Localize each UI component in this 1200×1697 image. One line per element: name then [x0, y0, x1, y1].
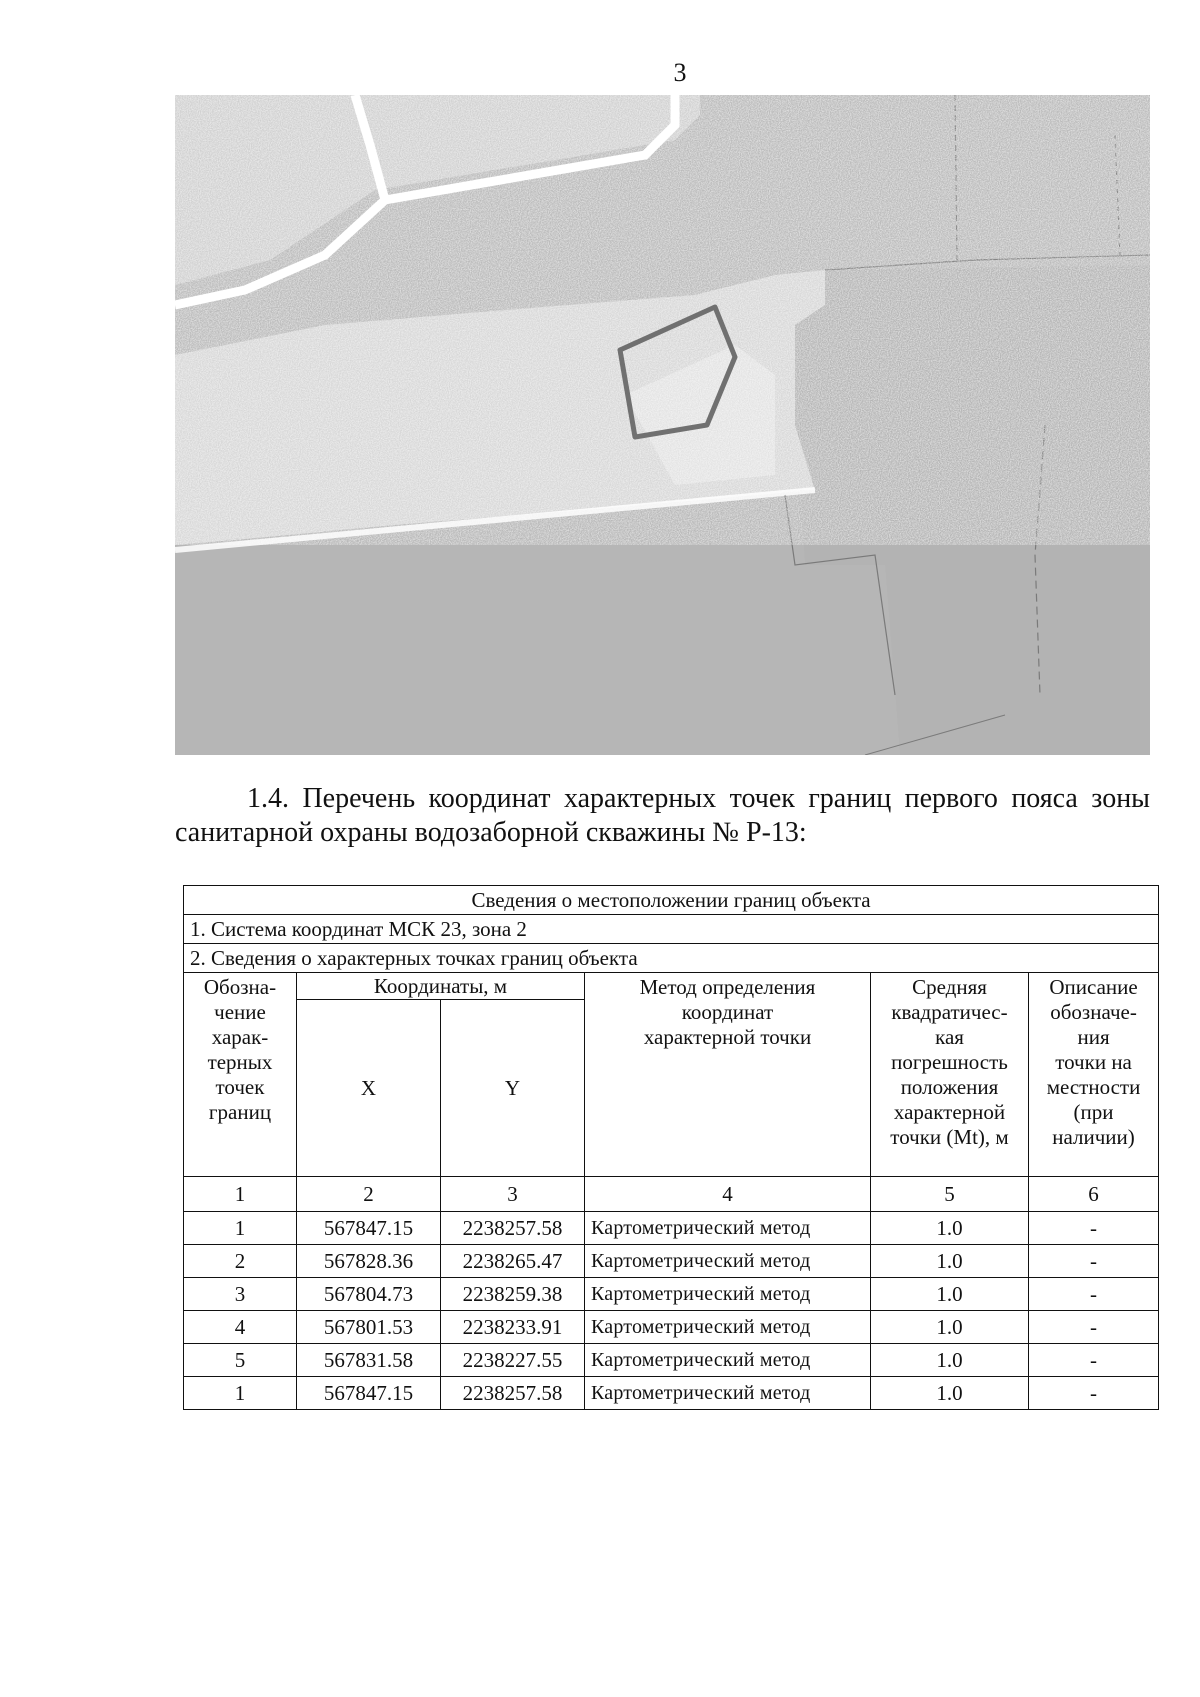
cell-y: 2238257.58: [441, 1377, 585, 1410]
cell-y: 2238233.91: [441, 1311, 585, 1344]
cell-description: -: [1029, 1377, 1159, 1410]
header-coordinates: Координаты, м: [297, 973, 585, 1000]
cell-x: 567828.36: [297, 1245, 441, 1278]
cell-method: Картометрический метод: [585, 1311, 871, 1344]
cell-description: -: [1029, 1245, 1159, 1278]
cell-x: 567847.15: [297, 1212, 441, 1245]
header-description-line: обозначе-: [1050, 1000, 1137, 1024]
cell-method: Картометрический метод: [585, 1245, 871, 1278]
table-row: [184, 1278, 1159, 1311]
header-designation-line: харак-: [211, 1025, 269, 1049]
table-row: [184, 1311, 1159, 1344]
header-x: X: [297, 1000, 441, 1177]
cell-x: 567804.73: [297, 1278, 441, 1311]
header-accuracy: [871, 973, 1029, 1177]
cell-point: 3: [184, 1278, 297, 1311]
header-y: Y: [441, 1000, 585, 1177]
column-number: 2: [297, 1177, 441, 1212]
header-designation-line: точек: [215, 1075, 265, 1099]
column-number: 5: [871, 1177, 1029, 1212]
column-number: 3: [441, 1177, 585, 1212]
column-number: 1: [184, 1177, 297, 1212]
cell-point: 5: [184, 1344, 297, 1377]
header-method-line: Метод определения: [639, 975, 816, 999]
header-accuracy-line: квадратичес-: [891, 1000, 1008, 1024]
header-designation: [184, 973, 297, 1177]
table-row: [184, 1344, 1159, 1377]
cell-x: 567847.15: [297, 1377, 441, 1410]
header-description-line: (при: [1073, 1100, 1114, 1124]
cell-x: 567801.53: [297, 1311, 441, 1344]
cell-description: -: [1029, 1311, 1159, 1344]
header-description: [1029, 973, 1159, 1177]
points-caption: 2. Сведения о характерных точках границ объекта: [184, 944, 1159, 973]
coordinate-system: 1. Система координат МСК 23, зона 2: [184, 915, 1159, 944]
header-method: [585, 973, 871, 1177]
cell-point: 1: [184, 1377, 297, 1410]
header-method-line: характерной точки: [643, 1025, 812, 1049]
header-description-line: Описание: [1049, 975, 1138, 999]
cell-description: -: [1029, 1278, 1159, 1311]
cell-y: 2238259.38: [441, 1278, 585, 1311]
header-description-line: ния: [1077, 1025, 1110, 1049]
column-number: 6: [1029, 1177, 1159, 1212]
coordinates-table-wrap: [183, 885, 1158, 1410]
header-description-line: наличии): [1052, 1125, 1135, 1149]
cell-mt: 1.0: [871, 1245, 1029, 1278]
cell-point: 4: [184, 1311, 297, 1344]
cell-y: 2238257.58: [441, 1212, 585, 1245]
header-accuracy-line: Средняя: [912, 975, 987, 999]
header-accuracy-line: характерной: [893, 1100, 1006, 1124]
header-accuracy-line: погрешность: [891, 1050, 1008, 1074]
table-row: [184, 1212, 1159, 1245]
header-designation-line: чение: [214, 1000, 266, 1024]
cell-point: 2: [184, 1245, 297, 1278]
section-heading: [175, 782, 1150, 850]
table-row: [184, 1377, 1159, 1410]
header-method-line: координат: [681, 1000, 774, 1024]
cell-description: -: [1029, 1344, 1159, 1377]
cell-y: 2238265.47: [441, 1245, 585, 1278]
map-grain: [175, 95, 1150, 545]
cell-mt: 1.0: [871, 1344, 1029, 1377]
section-number: 1.4.: [247, 783, 289, 814]
section-line-2: санитарной охраны водозаборной скважины № Р-13:: [175, 817, 807, 848]
cell-mt: 1.0: [871, 1212, 1029, 1245]
table-row: [184, 1245, 1159, 1278]
header-accuracy-line: положения: [900, 1075, 999, 1099]
header-designation-line: терных: [207, 1050, 273, 1074]
cell-y: 2238227.55: [441, 1344, 585, 1377]
table-title: Сведения о местоположении границ объекта: [184, 886, 1159, 915]
header-designation-line: границ: [208, 1100, 272, 1124]
cell-mt: 1.0: [871, 1377, 1029, 1410]
cell-method: Картометрический метод: [585, 1278, 871, 1311]
column-number: 4: [585, 1177, 871, 1212]
cell-point: 1: [184, 1212, 297, 1245]
page-number: 3: [673, 58, 687, 87]
map-image: [175, 95, 1150, 755]
site-map: [175, 95, 1150, 755]
header-accuracy-line: точки (Mt), м: [890, 1125, 1009, 1149]
cell-mt: 1.0: [871, 1311, 1029, 1344]
cell-method: Картометрический метод: [585, 1212, 871, 1245]
header-description-line: местности: [1046, 1075, 1141, 1099]
cell-mt: 1.0: [871, 1278, 1029, 1311]
cell-x: 567831.58: [297, 1344, 441, 1377]
header-accuracy-line: кая: [935, 1025, 964, 1049]
header-designation-line: Обозна-: [203, 975, 277, 999]
coordinates-table: [183, 885, 1159, 1410]
section-line-1: Перечень координат характерных точек границ первого пояса зоны: [302, 783, 1150, 814]
header-description-line: точки на: [1055, 1050, 1132, 1074]
cell-description: -: [1029, 1212, 1159, 1245]
cell-method: Картометрический метод: [585, 1377, 871, 1410]
cell-method: Картометрический метод: [585, 1344, 871, 1377]
